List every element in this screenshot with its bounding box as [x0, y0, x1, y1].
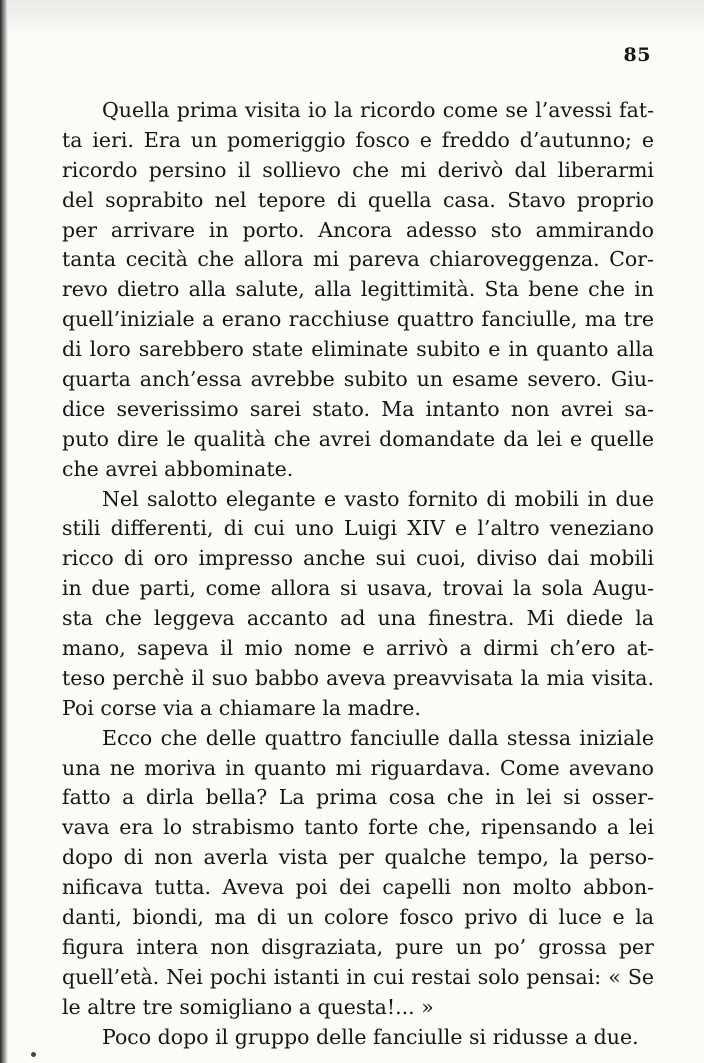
text-line: stili differenti, di cui uno Luigi XIV e l’altro veneziano [62, 516, 654, 541]
paragraph-3 [62, 724, 654, 1023]
text-line: dopo di non averla vista per qualche tempo, la perso- [62, 845, 654, 870]
text-line: dice severissimo sarei stato. Ma intanto non avrei sa- [62, 396, 654, 421]
page-top-shading [8, 0, 704, 36]
text-line: Nel salotto elegante e vasto fornito di mobili in due [102, 486, 654, 511]
text-line: danti, biondi, ma di un colore fosco privo di luce e la [62, 905, 654, 930]
text-line: figura intera non disgraziata, pure un po’ grossa per [62, 934, 654, 959]
text-line: Poco dopo il gruppo delle fanciulle si ridusse a due. [102, 1024, 639, 1049]
text-line: di loro sarebbero state eliminate subito e in quanto alla [62, 337, 654, 362]
text-line: ta ieri. Era un pomeriggio fosco e freddo d’autunno; e [62, 127, 654, 152]
paragraph-2 [62, 485, 654, 724]
print-speck [31, 1052, 36, 1057]
text-line: nificava tutta. Aveva poi dei capelli non molto abbon- [62, 875, 654, 900]
text-line: Poi corse via a chiamare la madre. [62, 695, 421, 720]
text-line: tanta cecità che allora mi pareva chiaroveggenza. Cor- [62, 247, 654, 272]
paragraph-1 [62, 96, 654, 485]
text-line: in due parti, come allora si usava, trovai la sola Augu- [62, 576, 654, 601]
paragraph-4 [62, 1023, 654, 1053]
text-line: ricordo persino il sollievo che mi derivò dal liberarmi [62, 157, 654, 182]
text-line: vava era lo strabismo tanto forte che, ripensando a lei [62, 815, 654, 840]
text-line: revo dietro alla salute, alla legittimità. Sta bene che in [62, 277, 654, 302]
text-line: quell’iniziale a erano racchiuse quattro fanciulle, ma tre [62, 307, 654, 332]
text-line: che avrei abbominate. [62, 456, 294, 481]
text-line: del soprabito nel tepore di quella casa. Stavo proprio [62, 187, 654, 212]
text-line: per arrivare in porto. Ancora adesso sto ammirando [62, 217, 654, 242]
text-line: Quella prima visita io la ricordo come se l’avessi fat- [102, 98, 654, 122]
text-line: teso perchè il suo babbo aveva preavvisata la mia visita. [62, 665, 654, 690]
text-line: puto dire le qualità che avrei domandate da lei e quelle [62, 426, 654, 451]
text-line: mano, sapeva il mio nome e arrivò a dirmi ch’ero at- [62, 636, 654, 661]
text-line: Ecco che delle quattro fanciulle dalla stessa iniziale [102, 725, 654, 750]
text-line: quarta anch’essa avrebbe subito un esame severo. Giu- [62, 367, 654, 392]
body-text [62, 96, 654, 1053]
page-number: 85 [623, 44, 651, 66]
page-binding-shadow [0, 0, 8, 1063]
text-line: le altre tre somigliano a questa!... » [62, 994, 434, 1019]
text-line: una ne moriva in quanto mi riguardava. Come avevano [62, 755, 654, 780]
text-line: sta che leggeva accanto ad una finestra. Mi diede la [62, 606, 654, 631]
text-line: ricco di oro impresso anche sui cuoi, diviso dai mobili [62, 546, 654, 571]
text-line: fatto a dirla bella? La prima cosa che in lei si osser- [62, 785, 654, 810]
text-line: quell’età. Nei pochi istanti in cui restai solo pensai: « Se [62, 964, 654, 989]
